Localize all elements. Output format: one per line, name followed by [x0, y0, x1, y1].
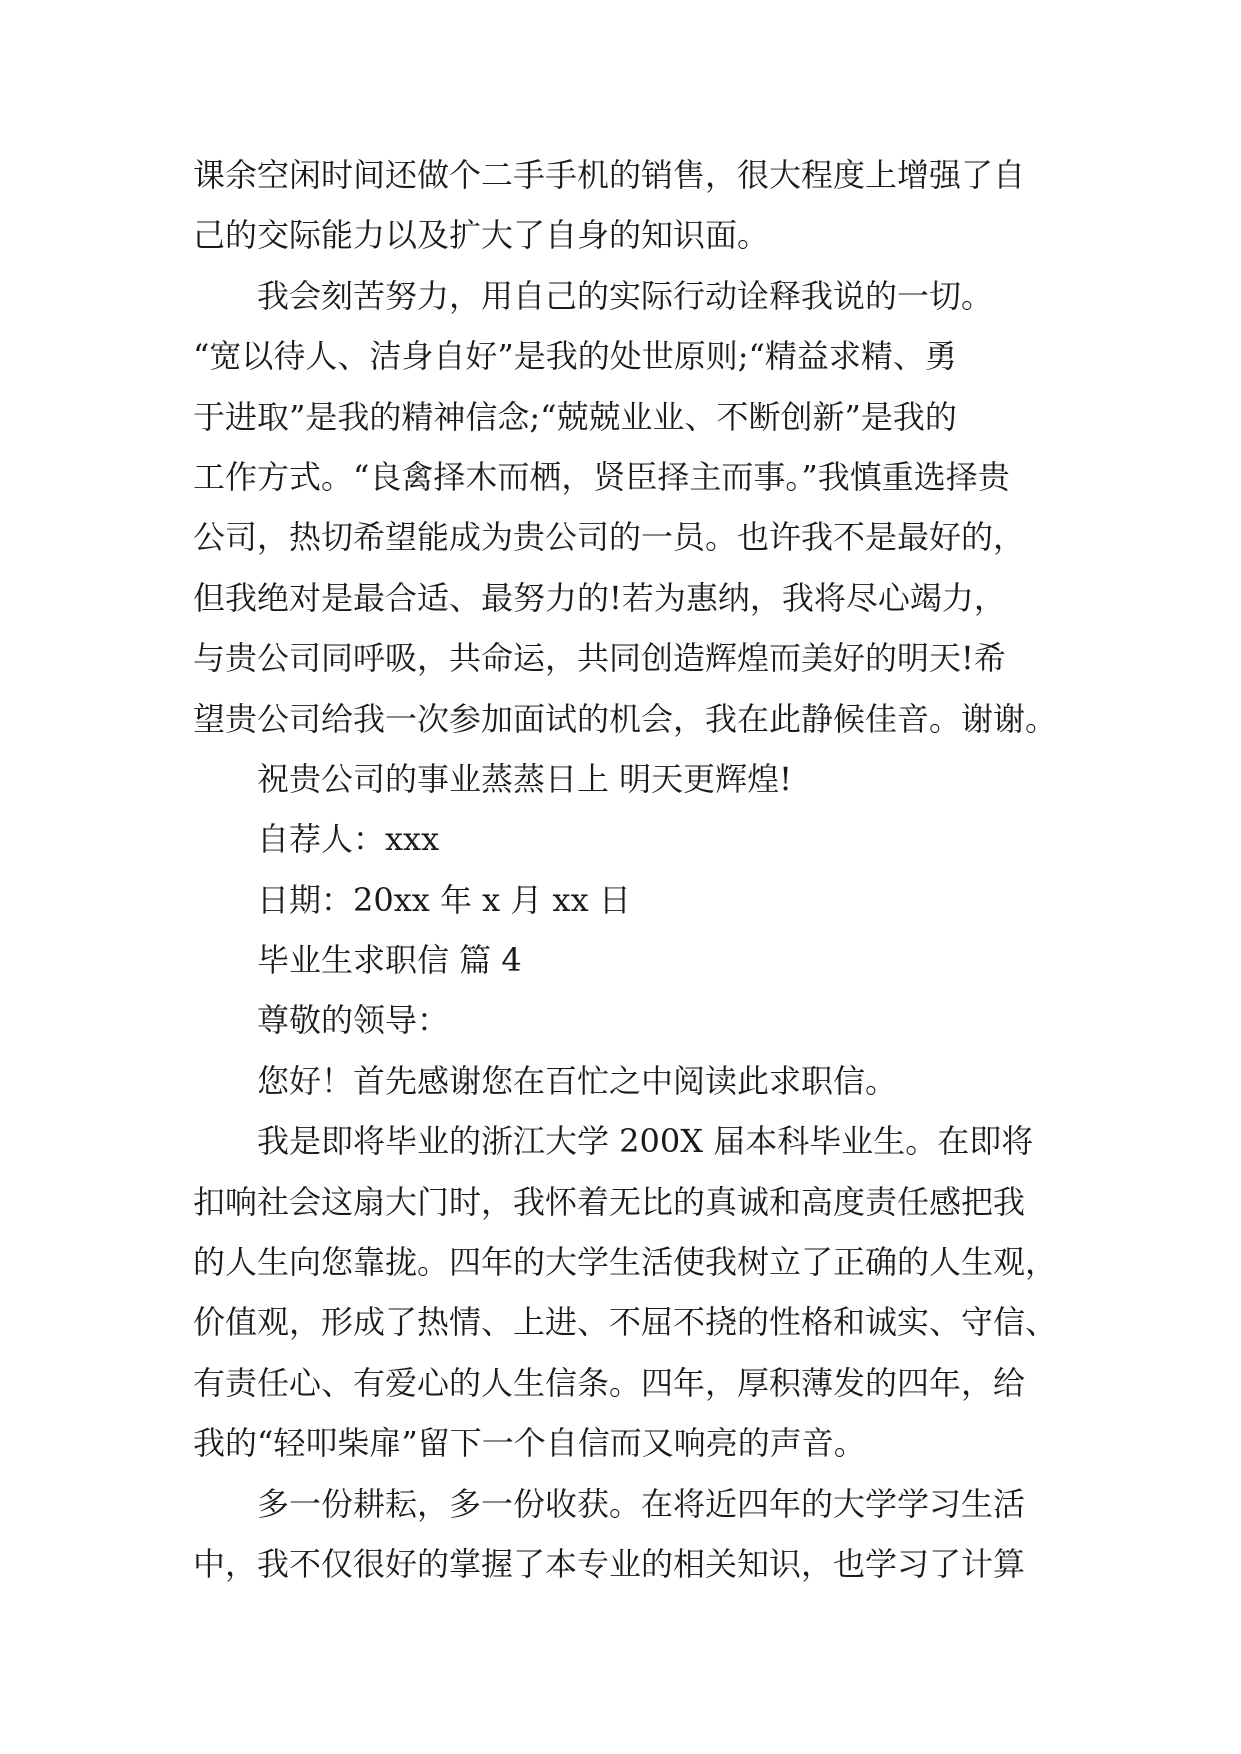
text-line: 的人生向您靠拢。四年的大学生活使我树立了正确的人生观， [193, 1243, 1058, 1282]
greeting-line: 您好！首先感谢您在百忙之中阅读此求职信。 [257, 1061, 898, 1100]
date-line: 日期：20xx 年 x 月 xx 日 [257, 880, 631, 919]
text-line: 课余空闲时间还做个二手手机的销售，很大程度上增强了自 [193, 156, 1026, 194]
salutation: 尊敬的领导： [257, 1001, 450, 1040]
signature-line: 自荐人：xxx [257, 820, 440, 859]
text-line: 价值观，形成了热情、上进、不屈不挠的性格和诚实、守信、 [193, 1303, 1058, 1342]
paragraph-start: 我是即将毕业的浙江大学 200X 届本科毕业生。在即将 [257, 1122, 1034, 1161]
text-line: 工作方式。“良禽择木而栖，贤臣择主而事。”我慎重选择贵 [193, 457, 1010, 496]
text-line: 我的“轻叩柴扉”留下一个自信而又响亮的声音。 [193, 1424, 866, 1463]
text-line: 公司，热切希望能成为贵公司的一员。也许我不是最好的， [193, 518, 1026, 557]
text-line: 有责任心、有爱心的人生信条。四年，厚积薄发的四年，给 [193, 1363, 1026, 1402]
text-line: 于进取”是我的精神信念;“兢兢业业、不断创新”是我的 [193, 397, 957, 436]
text-line: 己的交际能力以及扩大了自身的知识面。 [193, 216, 770, 255]
paragraph-start: 多一份耕耘，多一份收获。在将近四年的大学学习生活 [257, 1484, 1026, 1523]
paragraph-start: 我会刻苦努力，用自己的实际行动诠释我说的一切。 [257, 276, 994, 315]
text-line: 望贵公司给我一次参加面试的机会，我在此静候佳音。谢谢。 [193, 699, 1058, 738]
text-line: “宽以待人、洁身自好”是我的处世原则;“精益求精、勇 [193, 337, 957, 376]
text-line: 扣响社会这扇大门时，我怀着无比的真诚和高度责任感把我 [193, 1182, 1026, 1221]
text-line: 但我绝对是最合适、最努力的!若为惠纳，我将尽心竭力， [193, 578, 1006, 617]
section-heading: 毕业生求职信 篇 4 [257, 941, 522, 980]
letter-body [193, 145, 1073, 1594]
text-line: 与贵公司同呼吸，共命运，共同创造辉煌而美好的明天!希 [193, 639, 1006, 678]
text-line: 中，我不仅很好的掌握了本专业的相关知识，也学习了计算 [193, 1544, 1026, 1583]
closing-wish: 祝贵公司的事业蒸蒸日上 明天更辉煌! [257, 759, 793, 798]
